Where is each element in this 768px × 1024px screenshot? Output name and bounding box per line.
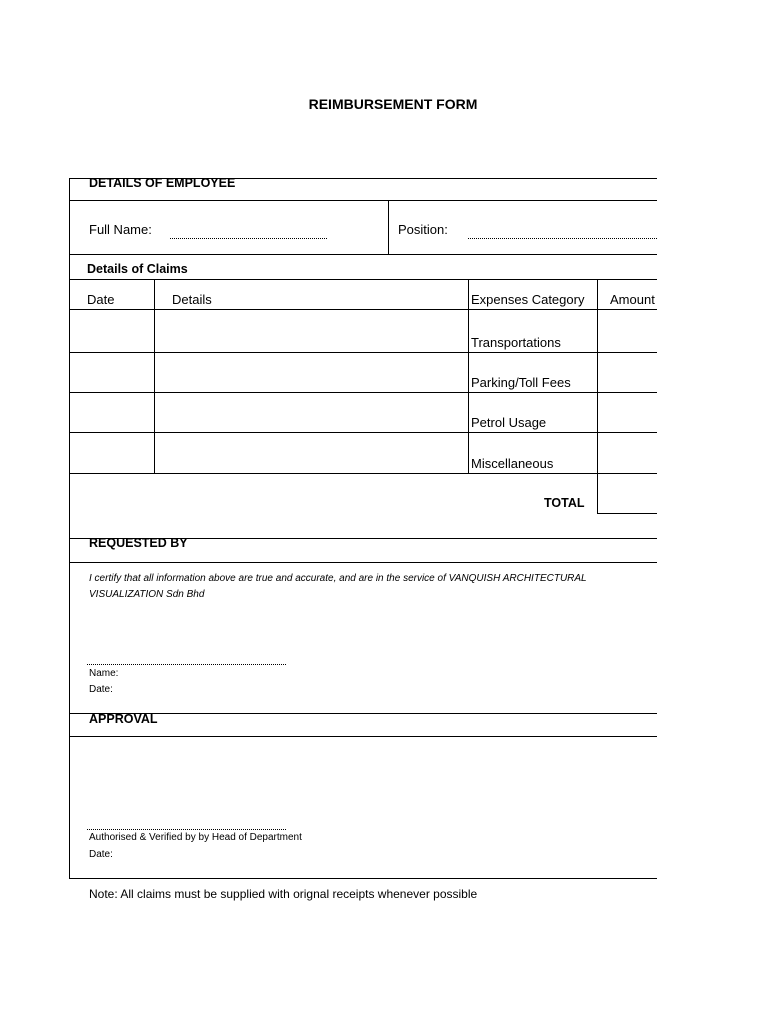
rule-employee-top: [69, 200, 657, 201]
col-divider-details: [468, 279, 469, 473]
rule-row-3: [69, 432, 657, 433]
column-header-amount: Amount: [610, 292, 655, 307]
claims-heading: Details of Claims: [87, 262, 188, 276]
rule-row-2: [69, 392, 657, 393]
certify-statement-line2: VISUALIZATION Sdn Bhd: [89, 589, 205, 600]
requester-name-label: Name:: [89, 668, 119, 679]
total-label: TOTAL: [544, 496, 585, 510]
rule-bottom: [69, 878, 657, 879]
rule-row-4: [69, 473, 657, 474]
column-header-category: Expenses Category: [471, 292, 585, 307]
rule-total-bottom: [597, 513, 657, 514]
employee-heading: DETAILS OF EMPLOYEE: [89, 176, 236, 190]
category-parking-toll: Parking/Toll Fees: [471, 375, 571, 390]
footer-note: Note: All claims must be supplied with orignal receipts whenever possible: [89, 887, 478, 901]
category-miscellaneous: Miscellaneous: [471, 456, 554, 471]
category-transportations: Transportations: [471, 335, 561, 350]
requested-heading: REQUESTED BY: [89, 536, 188, 550]
rule-requested-bottom: [69, 562, 657, 563]
rule-approval-bottom: [69, 736, 657, 737]
col-divider-date: [154, 279, 155, 473]
approver-signature-line[interactable]: [87, 829, 286, 830]
column-header-details: Details: [172, 292, 212, 307]
category-petrol: Petrol Usage: [471, 415, 547, 430]
position-label: Position:: [398, 222, 448, 237]
approval-heading: APPROVAL: [89, 712, 158, 726]
approval-date-label: Date:: [89, 849, 113, 860]
full-name-label: Full Name:: [89, 222, 152, 237]
position-field[interactable]: [468, 238, 657, 239]
requester-date-label: Date:: [89, 684, 113, 695]
verified-by-label: Authorised & Verified by by Head of Department: [89, 832, 302, 843]
column-header-date: Date: [87, 292, 115, 307]
requester-signature-line[interactable]: [87, 664, 286, 665]
form-left-border: [69, 178, 70, 878]
col-divider-category: [597, 279, 598, 513]
rule-claims-header-top: [69, 279, 657, 280]
full-name-field[interactable]: [170, 238, 327, 239]
employee-divider: [388, 200, 389, 254]
certify-statement-line1: I certify that all information above are true and accurate, and are in the service of VANQUISH ARCHITECTURAL: [89, 573, 587, 584]
rule-row-1: [69, 352, 657, 353]
page-title: REIMBURSEMENT FORM: [308, 96, 478, 112]
rule-employee-bottom: [69, 254, 657, 255]
rule-claims-header-bottom: [69, 309, 657, 310]
